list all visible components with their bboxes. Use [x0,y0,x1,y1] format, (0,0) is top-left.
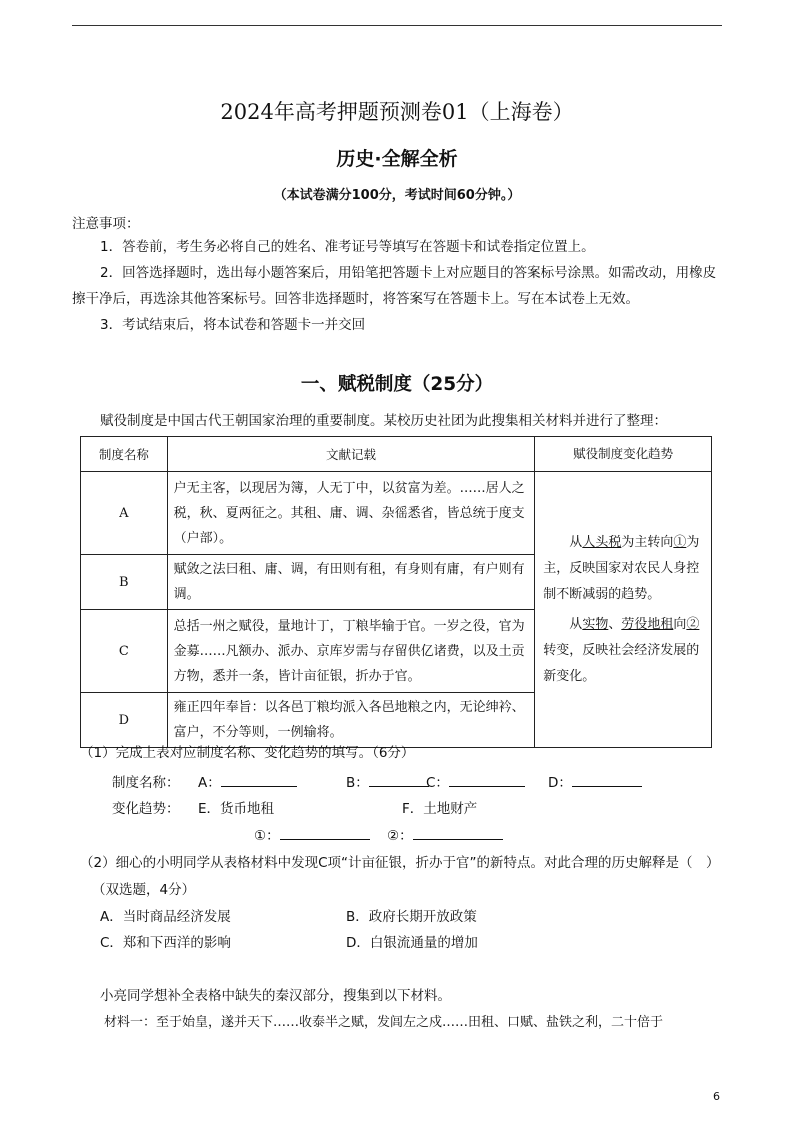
material-intro: 小亮同学想补全表格中缺失的秦汉部分，搜集到以下材料。 [100,988,451,1004]
table-header-row [81,437,712,472]
option-f: F．土地财产 [402,801,478,817]
q1-label-a: A： [198,775,221,791]
row-document: 雍正四年奉旨：以各邑丁粮均派入各邑地粮之内，无论绅衿、富户，不分等则，一例输将。 [167,693,535,748]
note-item-3: 3．考试结束后，将本试卷和答题卡一并交回 [100,317,366,333]
q1-answer-c [426,771,525,791]
q2-prompt: （2）细心的小明同学从表格材料中发现C项“计亩征银，折办于官”的新特点。对此合理的历史解释是（ ） [80,855,720,871]
page-subtitle: 历史·全解全析 [336,148,458,170]
trend-text: 从 [569,616,583,632]
q1-label-c: C： [426,775,449,791]
trend-text: 人头税 [582,534,622,550]
trend-text: 为主转向 [621,534,674,550]
row-name: A [81,472,168,555]
row-document: 户无主客，以现居为簿，人无丁中，以贫富为差。……居人之税，秋、夏两征之。其租、庸、调、杂徭悉省，皆总统于度支（户部）。 [167,472,535,555]
blank-d[interactable] [572,772,642,787]
trend-text: 、 [608,616,622,632]
q1-trend-blank-1 [254,824,370,844]
trend-text: 为主，反映国家对农民人身控制不断减弱的趋势。 [543,534,700,602]
blank-2-label: ②： [387,828,413,844]
table-row [81,472,712,555]
q2-note: （双选题，4分） [92,882,196,898]
blank-1[interactable] [280,825,370,840]
q1-label-b: B： [346,775,369,791]
q1-answer-b [346,771,429,791]
q1-label-d: D： [548,775,572,791]
blank-1-label: ①： [254,828,280,844]
material-1: 材料一：至于始皇，遂并天下……收泰半之赋，发闾左之戍……田租、口赋、盐铁之利，二十倍于 [104,1015,664,1030]
trend-cell [535,472,712,748]
note-item-2: 2．回答选择题时，选出每小题答案后，用铅笔把答题卡上对应题目的答案标号涂黑。如需改动，用橡皮擦干净后，再选涂其他答案标号。回答非选择题时，将答案写在答题卡上。写在本试卷上无效。 [72,265,717,307]
page-number: 6 [713,1090,720,1103]
q1-trend-blank-2 [387,824,503,844]
row-name: D [81,693,168,748]
q1-trend-label: 变化趋势： [112,801,180,817]
row-document: 总括一州之赋役，量地计丁，丁粮毕输于官。一岁之役，官为金募……凡额办、派办、京库岁需与存留供亿诸费，以及土贡方物，悉并一条，皆计亩征银，折办于官。 [167,610,535,693]
page-title: 2024年高考押题预测卷01（上海卷） [220,100,574,124]
header-system-name: 制度名称 [81,437,168,472]
trend-text: 从 [569,534,583,550]
header-documents: 文献记载 [167,437,535,472]
trend-text: 劳役地租 [621,616,674,632]
row-document: 赋敛之法曰租、庸、调，有田则有租，有身则有庸，有户则有调。 [167,555,535,610]
header-trend: 赋役制度变化趋势 [535,437,712,472]
section-intro: 赋役制度是中国古代王朝国家治理的重要制度。某校历史社团为此搜集相关材料并进行了整理： [100,413,667,429]
row-name: B [81,555,168,610]
q2-option-b[interactable]: B．政府长期开放政策 [346,909,477,925]
notes-heading: 注意事项： [72,216,140,232]
q1-prompt: （1）完成上表对应制度名称、变化趋势的填写。（6分） [80,745,415,761]
blank-c[interactable] [449,772,525,787]
tax-system-table [80,436,712,748]
trend-text: 实物 [582,616,609,632]
note-item-1: 1．答卷前，考生务必将自己的姓名、准考证号等填写在答题卡和试卷指定位置上。 [100,239,595,255]
blank-2[interactable] [413,825,503,840]
trend-text: 转变，反映社会经济发展的新变化。 [543,642,700,684]
q1-answer-d [548,771,642,791]
header-rule [72,25,722,26]
blank-marker-1: ① [673,534,687,550]
exam-info: （本试卷满分100分，考试时间60分钟。） [273,188,521,203]
section-title: 一、赋税制度（25分） [300,374,494,395]
row-name: C [81,610,168,693]
q2-option-c[interactable]: C．郑和下西洋的影响 [100,935,231,951]
q2-option-d[interactable]: D．白银流通量的增加 [346,935,478,951]
trend-text: 向 [673,616,687,632]
blank-marker-2: ② [686,616,700,632]
blank-b[interactable] [369,772,429,787]
blank-a[interactable] [221,772,297,787]
q2-option-a[interactable]: A．当时商品经济发展 [100,909,231,925]
q1-names-label: 制度名称： [112,775,180,791]
q1-answer-a [198,771,297,791]
option-e: E．货币地租 [198,801,275,817]
